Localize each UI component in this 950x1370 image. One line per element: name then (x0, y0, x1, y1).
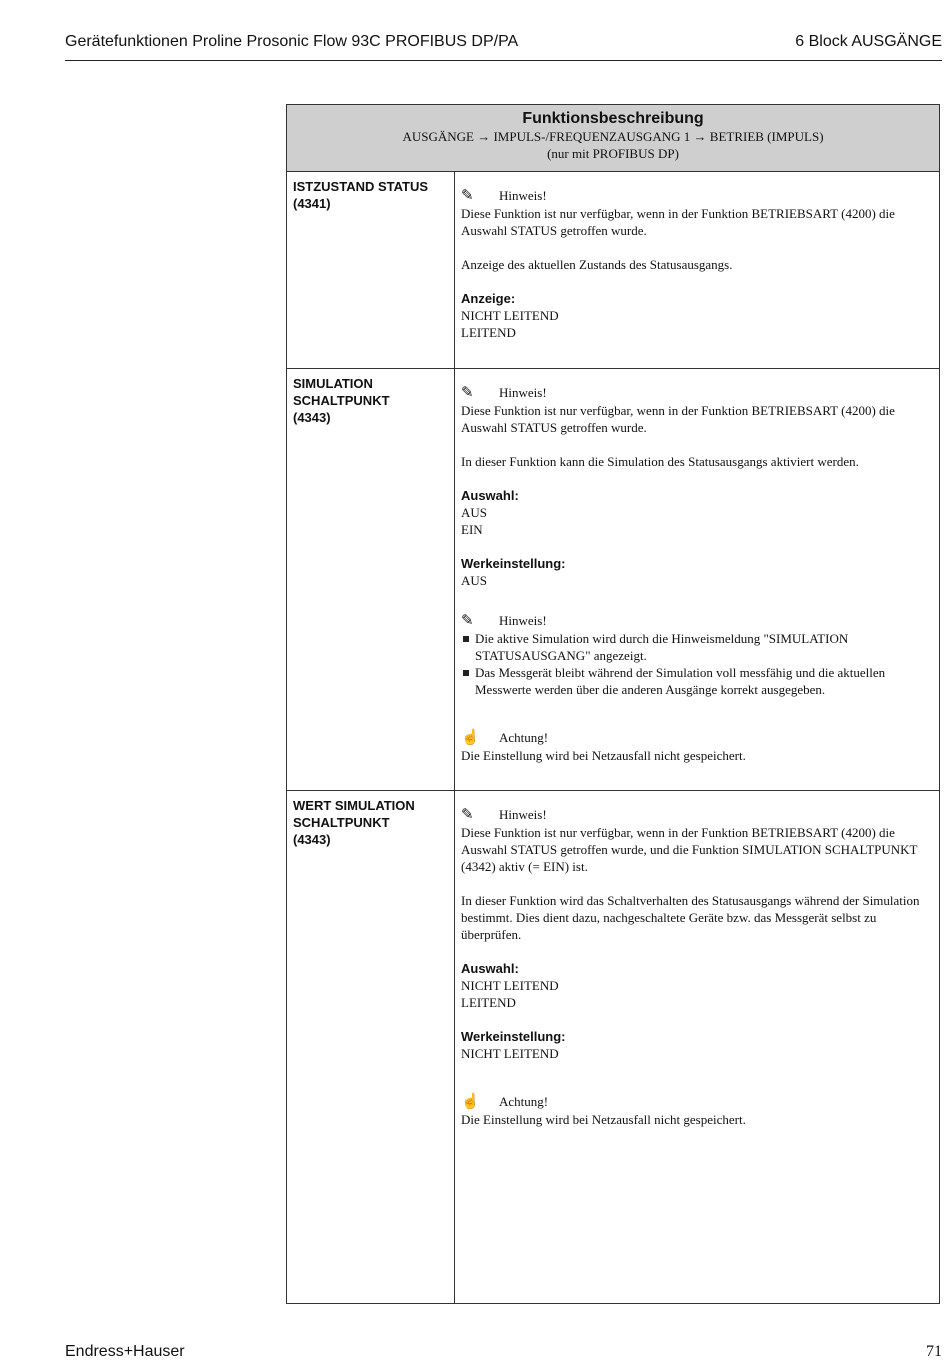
hint-label: Hinweis! (499, 188, 547, 203)
options-label: Anzeige: (461, 291, 516, 306)
hint-text: Diese Funktion ist nur verfügbar, wenn in der Funktion BETRIEBSART (4200) die Auswahl STATUS getroffen wurde. (461, 206, 895, 238)
header-section: 6 Block AUSGÄNGE (795, 33, 942, 50)
table-path: AUSGÄNGE → IMPULS-/FREQUENZAUSGANG 1 → BETRIEB (IMPULS) (402, 129, 824, 144)
function-name-2: SCHALTPUNKT (293, 393, 390, 408)
pencil-note-icon: ✎ (461, 613, 474, 629)
option-item: NICHT LEITEND (461, 308, 559, 323)
option-item: LEITEND (461, 995, 516, 1010)
description-text: In dieser Funktion kann die Simulation des Statusausgangs aktiviert werden. (461, 454, 859, 469)
option-item: NICHT LEITEND (461, 978, 559, 993)
default-value: NICHT LEITEND (461, 1046, 559, 1061)
function-description-cell (455, 368, 939, 790)
list-item: Das Messgerät bleibt während der Simulation voll messfähig und die aktuellen Messwerte werden über die anderen Ausgänge korrekt ausgegeben. (461, 664, 933, 698)
description-text: Anzeige des aktuellen Zustands des Statusausgangs. (461, 257, 733, 272)
function-description-cell (455, 171, 939, 368)
options-label: Auswahl: (461, 488, 519, 503)
option-item: AUS (461, 505, 488, 520)
default-label: Werkeinstellung: (461, 556, 566, 571)
default-value: AUS (461, 573, 488, 588)
hint-text: Diese Funktion ist nur verfügbar, wenn in der Funktion BETRIEBSART (4200) die Auswahl STATUS getroffen wurde, und die Funktion SIMULATION SCHALTPUNKT (4342) aktiv (= EIN) ist. (461, 825, 918, 874)
hand-warning-icon: ☝ (461, 730, 480, 746)
footer-brand: Endress+Hauser (65, 1343, 185, 1360)
option-item: LEITEND (461, 325, 516, 340)
caution-label: Achtung! (499, 730, 549, 745)
function-name-cell (287, 171, 455, 368)
function-code: (4343) (293, 410, 331, 425)
function-code: (4341) (293, 196, 331, 211)
function-name: ISTZUSTAND STATUS (293, 179, 429, 194)
list-item: Die aktive Simulation wird durch die Hinweismeldung "SIMULATION STATUSAUSGANG" angezeigt. (461, 630, 933, 664)
pencil-note-icon: ✎ (461, 385, 474, 401)
table-header (287, 105, 939, 172)
description-text: In dieser Funktion wird das Schaltverhalten des Statusausgangs während der Simulation bestimmt. Dies dient dazu, nachgeschaltete Geräte bzw. das Messgerät selbst zu überprüfen. (461, 893, 920, 942)
hint-label: Hinweis! (499, 807, 547, 822)
table-note: (nur mit PROFIBUS DP) (547, 146, 679, 161)
default-label: Werkeinstellung: (461, 1029, 566, 1044)
option-item: EIN (461, 522, 483, 537)
function-name: SIMULATION (293, 376, 373, 391)
hint-label: Hinweis! (499, 385, 547, 400)
function-name-cell (287, 790, 455, 1303)
function-table (286, 104, 940, 1304)
function-code: (4343) (293, 832, 331, 847)
table-row (287, 171, 939, 369)
header-divider (65, 60, 942, 61)
hint-bullet-list (461, 630, 933, 698)
hint-label: Hinweis! (499, 613, 547, 628)
pencil-note-icon: ✎ (461, 188, 474, 204)
function-name-2: SCHALTPUNKT (293, 815, 390, 830)
hand-warning-icon: ☝ (461, 1094, 480, 1110)
table-title: Funktionsbeschreibung (522, 110, 704, 127)
function-description-cell (455, 790, 939, 1303)
caution-text: Die Einstellung wird bei Netzausfall nicht gespeichert. (461, 1112, 746, 1127)
pencil-note-icon: ✎ (461, 807, 474, 823)
hint-text: Diese Funktion ist nur verfügbar, wenn in der Funktion BETRIEBSART (4200) die Auswahl STATUS getroffen wurde. (461, 403, 895, 435)
function-name-cell (287, 368, 455, 790)
options-label: Auswahl: (461, 961, 519, 976)
page-number: 71 (926, 1343, 942, 1360)
table-row (287, 368, 939, 791)
table-row (287, 790, 939, 1303)
caution-text: Die Einstellung wird bei Netzausfall nicht gespeichert. (461, 748, 746, 763)
caution-label: Achtung! (499, 1094, 549, 1109)
function-name: WERT SIMULATION (293, 798, 415, 813)
header-title: Gerätefunktionen Proline Prosonic Flow 93C PROFIBUS DP/PA (65, 33, 519, 50)
